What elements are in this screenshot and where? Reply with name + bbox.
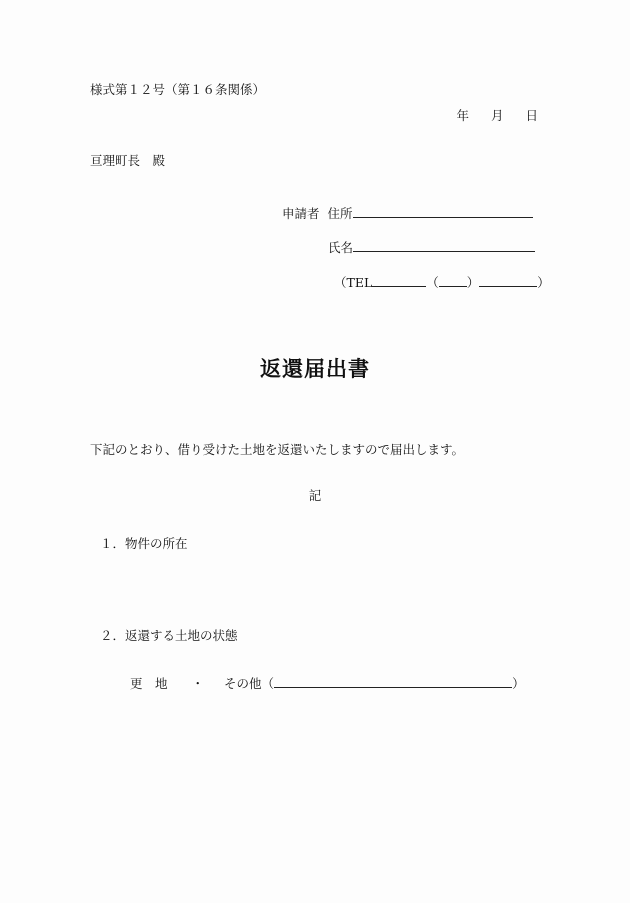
document-title: 返還届出書 bbox=[260, 356, 370, 381]
applicant-label: 申請者 bbox=[282, 206, 320, 221]
item-label: 物件の所在 bbox=[125, 536, 188, 551]
day-label: 日 bbox=[525, 108, 538, 123]
option-vacant-land[interactable]: 更 地 bbox=[130, 676, 168, 691]
form-number: 様式第１２号（第１６条関係） bbox=[90, 82, 266, 97]
option-separator: ・ bbox=[191, 676, 205, 691]
tel-area-line[interactable] bbox=[372, 273, 426, 287]
address-row bbox=[282, 204, 533, 222]
tel-row bbox=[334, 273, 550, 291]
item-land-status bbox=[100, 628, 238, 644]
land-status-options bbox=[130, 674, 525, 692]
tel-paren-close: ） bbox=[466, 275, 480, 290]
tel-label: （TEL bbox=[334, 275, 373, 290]
month-label: 月 bbox=[490, 108, 504, 123]
name-field-line[interactable] bbox=[353, 238, 535, 252]
tel-close: ） bbox=[537, 275, 550, 290]
address-field-line[interactable] bbox=[353, 204, 533, 218]
tel-number-line[interactable] bbox=[479, 273, 537, 287]
item-label: 返還する土地の状態 bbox=[125, 628, 238, 643]
address-label: 住所 bbox=[327, 206, 353, 221]
addressee: 亘理町長 殿 bbox=[90, 153, 166, 168]
other-field-line[interactable] bbox=[274, 674, 512, 688]
item-number: １． bbox=[100, 536, 126, 551]
date-line bbox=[456, 108, 538, 124]
name-label: 氏名 bbox=[328, 240, 354, 255]
year-label: 年 bbox=[456, 108, 469, 123]
option-other[interactable]: その他 bbox=[224, 676, 262, 691]
ki-heading: 記 bbox=[308, 488, 322, 503]
other-paren-close: ） bbox=[512, 676, 525, 691]
item-property-location bbox=[100, 536, 188, 552]
other-paren-open: （ bbox=[261, 676, 275, 691]
item-number: ２． bbox=[100, 628, 126, 643]
tel-exchange-line[interactable] bbox=[439, 273, 467, 287]
name-row bbox=[328, 238, 535, 256]
tel-paren-open: （ bbox=[426, 275, 439, 290]
body-text: 下記のとおり、借り受けた土地を返還いたしますので届出します。 bbox=[90, 442, 465, 457]
